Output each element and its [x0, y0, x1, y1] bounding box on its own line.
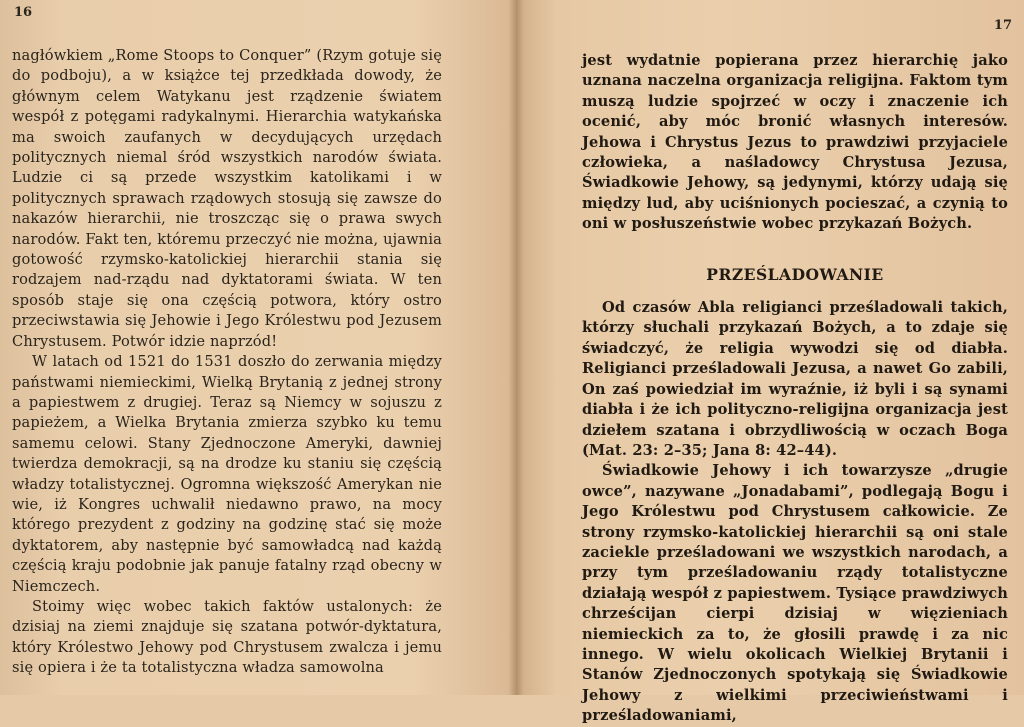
paragraph: jest wydatnie popierana przez hierarchię jako uznana naczelna organizacja religijna. Faktom tym muszą ludzie spojrzeć w oczy i znaczenie ich ocenić, aby móc bronić własnych interesów. Jehowa i Chrystus Jezus to prawdziwi przyjaciele człowieka, a naśladowcy Chrystusa Jezusa, Świadkowie Jehowy, są jedynymi, którzy udają się między lud, aby uciśnionych pocieszać, a czynią to oni w posłuszeństwie wobec przykazań Bożych.	[582, 52, 1008, 233]
left-page-text	[12, 46, 442, 679]
paragraph: Świadkowie Jehowy i ich towarzysze „drugie owce”, nazywane „Jonadabami”, podlegają Bogu i Jego Królestwu pod Chrystusem całkowicie. Ze strony rzymsko-katolickiej hierarchii są oni stale zaciekle prześladowani we wszystkich narodach, a przy tym prześladowaniu rządy totalistyczne działają wespół z papiestwem. Tysiące prawdziwych chrześcijan cierpi dzisiaj w więzieniach niemieckich za to, że głosili prawdę i za nic innego. W wielu okolicach Wielkiej Brytanii i Stanów Zjednoczonych spotykają się Świadkowie Jehowy z wielkimi przeciwieństwami i prześladowaniami,	[582, 462, 1008, 725]
right-page-text	[582, 51, 1008, 727]
page-number: 16	[14, 5, 33, 20]
paragraph: Stoimy więc wobec takich faktów ustalonych: że dzisiaj na ziemi znajduje się szatana potwór-dyktatura, który Królestwo Jehowy pod Chrystusem zwalcza i jemu się opiera i że ta totalistyczna władza samowolna	[12, 597, 442, 677]
paragraph: Od czasów Abla religianci prześladowali takich, którzy słuchali przykazań Bożych, a to zdaje się świadczyć, że religia wywodzi się od diabła. Religianci prześladowali Jezusa, a nawet Go zabili, On zaś powiedział im wyraźnie, iż byli i są synami diabła i że ich polityczno-religijna organizacja jest dziełem szatana i obrzydliwością w oczach Boga (Mat. 23: 2–35; Jana 8: 42–44).	[582, 299, 1008, 459]
right-page	[516, 0, 1024, 725]
paragraph: W latach od 1521 do 1531 doszło do zerwania między państwami niemieckimi, Wielką Brytanią z jednej strony a papiestwem z drugiej. Teraz są Niemcy w sojuszu z papieżem, a Wielka Brytania zmierza szybko ku temu samemu celowi. Stany Zjednoczone Ameryki, dawniej twierdza demokracji, są na drodze ku staniu się częścią władzy totalistycznej. Ogromna większość Amerykan nie wie, iż Kongres uchwalił niedawno prawo, na mocy którego prezydent z godziny na godzinę stać się może dyktatorem, aby następnie być samowładcą nad każdą częścią kraju podobnie jak panuje fatalny rząd obecny w Niemczech.	[12, 353, 442, 595]
book-gutter	[508, 0, 524, 695]
left-page	[0, 0, 516, 695]
page-number: 17	[993, 18, 1012, 33]
paragraph: nagłówkiem „Rome Stoops to Conquer” (Rzym gotuje się do podboju), a w książce tej przedkłada dowody, że głównym celem Watykanu jest rządzenie światem wespół z potęgami radykalnymi. Hierarchia watykańska ma swoich zaufanych w decydujących urzędach politycznych niemal śród wszystkich narodów świata. Ludzie ci są przede wszystkim katolikami i w politycznych sprawach rządowych stosują się zawsze do nakazów hierarchii, nie troszcząc się o prawa swych narodów. Fakt ten, któremu przeczyć nie można, ujawnia gotowość rzymsko-katolickiej hierarchii stania się rodzajem nad-rządu nad dyktatorami świata. W ten sposób staje się ona częścią potwora, który ostro przeciwstawia się Jehowie i Jego Królestwu pod Jezusem Chrystusem. Potwór idzie naprzód!	[12, 47, 442, 350]
section-heading: PRZEŚLADOWANIE	[706, 264, 884, 284]
